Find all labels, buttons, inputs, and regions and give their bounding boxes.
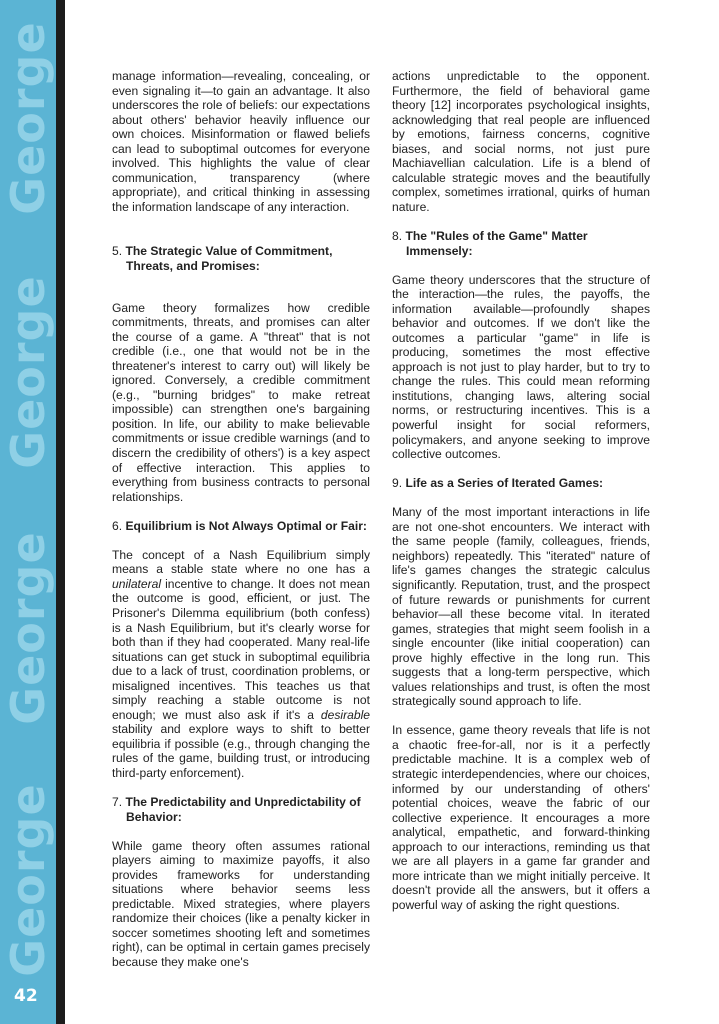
body-paragraph (112, 548, 370, 781)
section-number: 6. (112, 518, 123, 533)
sidebar-watermark: George (1, 21, 55, 215)
sidebar-edge-divider (56, 0, 65, 1024)
sidebar (0, 0, 56, 1024)
section-number: 5. (112, 244, 123, 259)
section-number: 7. (112, 795, 123, 810)
body-paragraph: Many of the most important interactions in life are not one-shot encounters. We interact with the same people (family, colleagues, friends, neighbors) repeatedly. This "iterated" nature of life's games changes the strategic calculus significantly. Reputation, trust, and the prospect of future rewards or punishments for current behavior—all these become vital. In iterated games, strategies that might seem foolish in a single encounter (like initial cooperation) can prove highly effective in the long run. This suggests that a long-term perspective, which values relationships and trust, is often the most strategically sound approach to life. (392, 505, 650, 709)
right-column (392, 69, 650, 912)
section-title: Life as a Series of Iterated Games: (405, 476, 604, 491)
body-paragraph: In essence, game theory reveals that life is not a chaotic free-for-all, nor is it a perfectly predictable machine. It is a complex web of strategic interdependencies, where our choices, informed by our understanding of others' potential choices, weave the fabric of our collective experience. It encourages a more analytical, empathetic, and forward-thinking approach to our interactions, reminding us that we are all players in a game far grander and more intricate than we might initially perceive. It doesn't provide all the answers, but it offers a powerful way of asking the right questions. (392, 723, 650, 912)
section-heading (392, 476, 650, 491)
left-column (112, 69, 370, 970)
emphasis-text: unilateral (112, 576, 162, 591)
body-paragraph: Game theory underscores that the structure of the interaction—the rules, the payoffs, the information available—profoundly shapes behavior and outcomes. If we don't like the outcomes a particular "game" in life is producing, sometimes the most effective approach is not just to play harder, but to try to change the rules. This could mean reforming institutions, changing laws, altering social norms, or restructuring incentives. This is a powerful insight for social reformers, policymakers, and anyone seeking to improve collective outcomes. (392, 272, 650, 462)
sidebar-watermark: George (1, 783, 55, 977)
body-paragraph: Game theory formalizes how credible commitments, threats, and promises can alter the course of a game. A "threat" that is not credible (i.e., one that would not be in the threatener's interest to carry out) will likely be ignored. Conversely, a credible commitment (e.g., "burning bridges" to make retreat impossible) can strengthen one's bargaining position. In life, our ability to make believable commitments or issue credible warnings (and to discern the credibility of others') is a key aspect of effective interaction. This applies to everything from business contracts to personal relationships. (112, 300, 370, 504)
section-heading (392, 229, 650, 258)
body-paragraph: actions unpredictable to the opponent. Furthermore, the field of behavioral game theory [12] incorporates psychological insights, acknowledging that real people are influenced by emotions, fairness concerns, cognitive biases, and social norms, not just pure Machiavellian calculation. Life is a blend of calculable strategic moves and the beautifully complex, sometimes irrational, quirks of human nature. (392, 69, 650, 214)
section-number: 9. (392, 476, 403, 491)
text-run: stability and explore ways to shift to better equilibria if possible (e.g., through changing the rules of the game, building trust, or introducing third-party enforcement). (112, 722, 370, 780)
page-number: 42 (14, 986, 38, 1006)
section-heading (112, 519, 370, 534)
section-number: 8. (392, 228, 403, 243)
section-title: Equilibrium is Not Always Optimal or Fair: (125, 518, 367, 533)
body-paragraph: While game theory often assumes rational players aiming to maximize payoffs, it also provides frameworks for understanding situations where behavior seems less predictable. Mixed strategies, where players randomize their choices (like a penalty kicker in soccer sometimes shooting left and sometimes right), can be optimal in certain games precisely because they make one's (112, 838, 370, 969)
emphasis-text: desirable (320, 707, 370, 722)
section-title: The Strategic Value of Commitment, Threats, and Promises: (125, 244, 333, 274)
text-run: incentive to change. It does not mean the outcome is good, efficient, or just. The Prisoner's Dilemma equilibrium (both confess) is a Nash Equilibrium, but it's clearly worse for both than if they had cooperated. Many real-life situations can get stuck in suboptimal equilibria due to a lack of trust, coordination problems, or misaligned incentives. This teaches us that simply reaching a stable outcome is not enough; we must also ask if it's a (112, 576, 370, 722)
section-title: The "Rules of the Game" Matter Immensely: (405, 228, 588, 258)
body-paragraph: manage information—revealing, concealing, or even signaling it—to gain an advantage. It also underscores the role of beliefs: our expectations about others' behavior heavily influence our own choices. Misinformation or flawed beliefs can lead to suboptimal outcomes for everyone involved. This highlights the value of clear communication, transparency (where appropriate), and critical thinking in assessing the information landscape of any interaction. (112, 69, 370, 214)
section-heading (112, 244, 370, 273)
sidebar-watermark: George (1, 275, 55, 469)
section-title: The Predictability and Unpredictability of Behavior: (125, 795, 361, 824)
text-run: The concept of a Nash Equilibrium simply means a stable state where no one has a (112, 547, 370, 577)
sidebar-watermark: George (1, 531, 55, 725)
section-heading (112, 795, 370, 824)
